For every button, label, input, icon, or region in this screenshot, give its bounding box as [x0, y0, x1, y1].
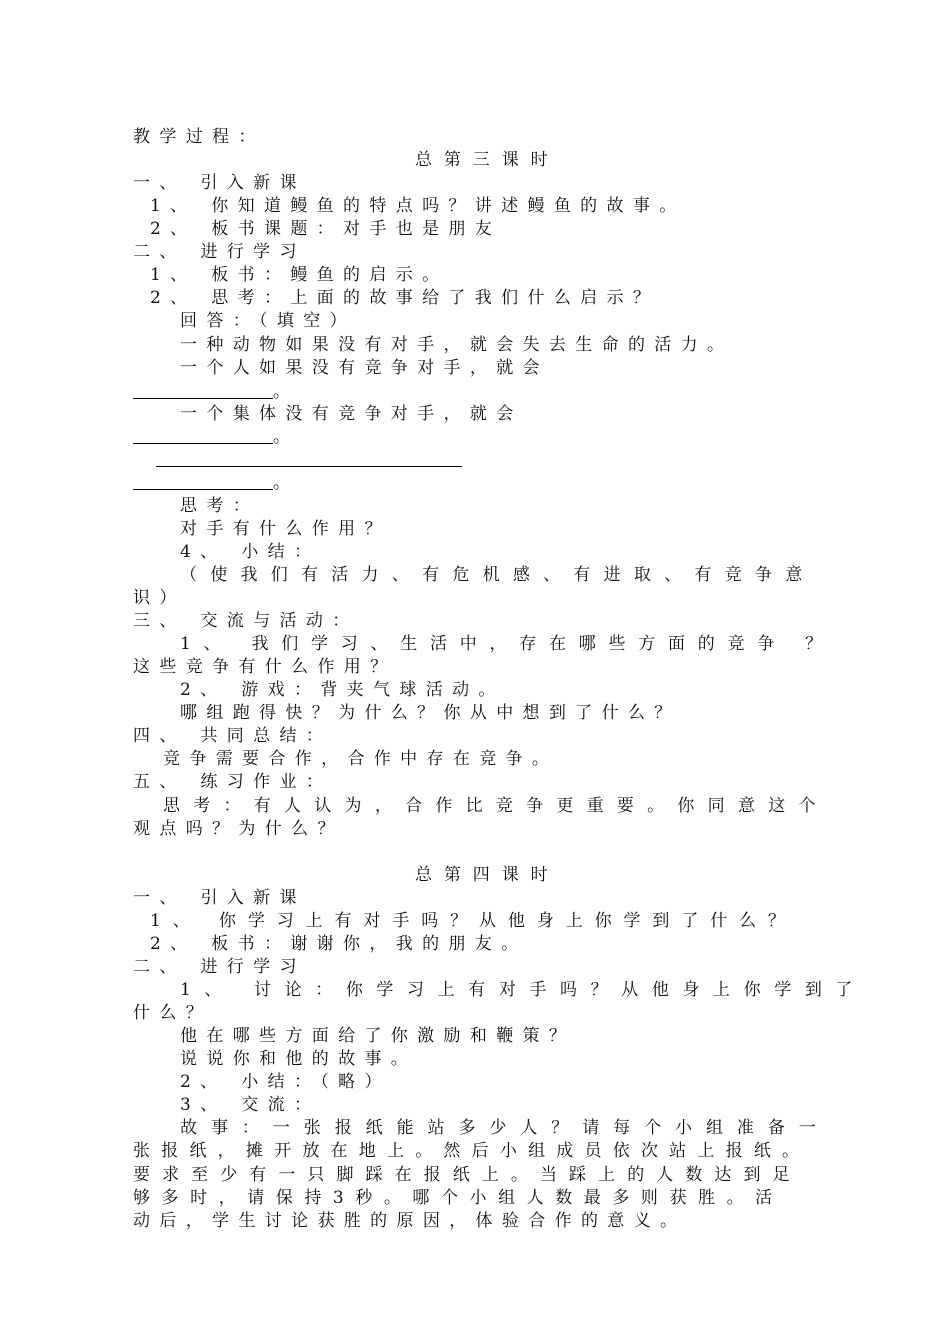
heading-1: 一、 引入新课: [133, 173, 306, 193]
heading-4: 四、 共同总结：: [133, 726, 333, 746]
text-line: 2、 游戏：背夹气球活动。: [180, 680, 505, 700]
text-line: 要求至少有一只脚踩在报纸上。当踩上的人数达到足: [133, 1165, 802, 1185]
text-period: 。: [273, 427, 290, 447]
text-line: 一个集体没有竞争对手，就会: [180, 404, 523, 424]
heading-2: 二、 进行学习: [133, 242, 306, 262]
text-line: 故事：一张报纸能站多少人？请每个小组准备一: [180, 1118, 830, 1138]
text-line: 张报纸，摊开放在地上。然后小组成员依次站上报纸。: [133, 1141, 811, 1161]
heading-3: 三、 交流与活动：: [133, 611, 359, 631]
text-line: 什么？: [133, 1003, 213, 1023]
text-period: 。: [273, 382, 290, 402]
lesson-title-4: 总第四课时: [415, 865, 560, 885]
lesson-title-3: 总第三课时: [415, 150, 560, 170]
heading-1: 一、 引入新课: [133, 888, 306, 908]
text-line: 1、 板书：鳗鱼的启示。: [150, 265, 449, 285]
text-line: 3、 交流：: [180, 1095, 321, 1115]
text-line: 动后，学生讨论获胜的原因，体验合作的意义。: [133, 1211, 687, 1231]
text-line: 竞争需要合作，合作中存在竞争。: [163, 749, 559, 769]
text-line: 一个人如果没有竞争对手，就会: [180, 358, 549, 378]
heading-5: 五、 练习作业：: [133, 772, 333, 792]
text-line: 1、 讨论：你学习上有对手吗？从他身上你学到了: [180, 980, 867, 1000]
text-line: 2、 小结：（略）: [180, 1072, 391, 1092]
text-line: 哪组跑得快？为什么？你从中想到了什么？: [180, 703, 681, 723]
text-line: 2、 板书：谢谢你，我的朋友。: [150, 934, 528, 954]
text-line: 2、 思考：上面的故事给了我们什么启示？: [150, 288, 660, 308]
text-line: 他在哪些方面给了你激励和鞭策？: [180, 1026, 576, 1046]
text-line: 1、 你知道鳗鱼的特点吗？讲述鳗鱼的故事。: [150, 196, 686, 216]
heading-2: 二、 进行学习: [133, 957, 306, 977]
text-line: 一种动物如果没有对手，就会失去生命的活力。: [180, 335, 734, 355]
text-line: （使我们有活力、有危机感、有进取、有竞争意: [180, 565, 816, 585]
text-line: 4、 小结：: [180, 542, 321, 562]
fill-blank-line: [133, 443, 273, 444]
section-heading-teaching-process: 教学过程：: [133, 127, 265, 147]
text-line: 思考：有人认为，合作比竞争更重要。你同意这个: [163, 796, 829, 816]
text-line: 够多时，请保持3秒。哪个小组人数最多则获胜。活: [133, 1188, 784, 1208]
text-line: 1、 你学习上有对手吗？从他身上你学到了什么？: [150, 911, 797, 931]
fill-blank-line: [133, 489, 273, 490]
text-line: 识）: [133, 588, 186, 608]
text-line: 这些竞争有什么作用？: [133, 657, 397, 677]
text-line: 2、 板书课题：对手也是朋友: [150, 219, 502, 239]
fill-blank-line: [156, 466, 462, 467]
text-line: 对手有什么作用？: [180, 519, 391, 539]
text-period: 。: [273, 473, 290, 493]
text-line: 观点吗？为什么？: [133, 819, 344, 839]
text-line: 1、 我们学习、生活中，存在哪些方面的竞争 ？: [180, 634, 835, 654]
fill-blank-line: [133, 398, 273, 399]
text-line: 思考：: [180, 496, 260, 516]
text-line: 回答：（填空）: [180, 311, 356, 331]
text-line: 说说你和他的故事。: [180, 1049, 418, 1069]
